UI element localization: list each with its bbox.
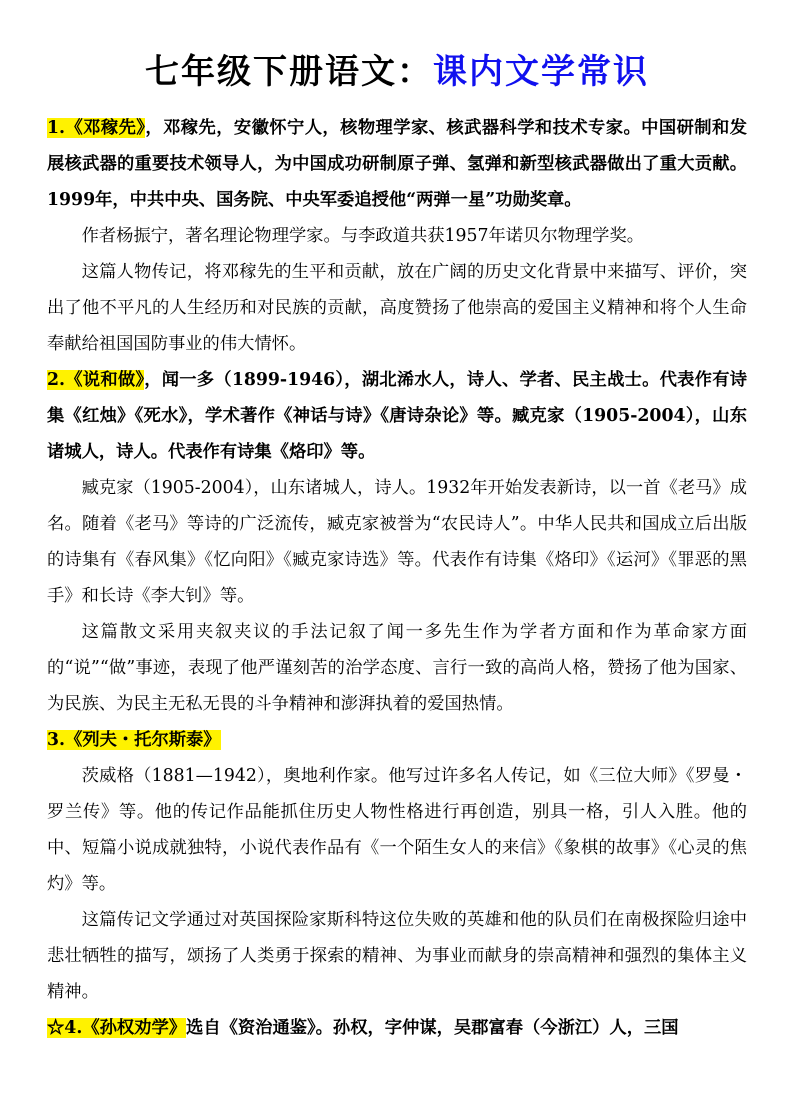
star-icon: ☆ [47,1018,65,1038]
title-main: 七年级下册语文： [145,52,433,92]
page-title [47,48,747,96]
section-2-lead [47,362,747,470]
document-body [47,110,747,1046]
section-3-heading: 3.《列夫・托尔斯泰》 [47,730,221,750]
section-2-lead-text: ，闻一多（1899-1946），湖北浠水人，诗人、学者、民主战士。代表作有诗集《红烛》《死水》，学术著作《神话与诗》《唐诗杂论》等。臧克家（1905-2004），山东诸城人，诗人。代表作有诗集《烙印》等。 [47,370,747,462]
section-4-heading: 4.《孙权劝学》 [64,1018,187,1038]
section-4-lead-text: 选自《资治通鉴》。孙权，字仲谋，吴郡富春（今浙江）人，三国 [186,1018,679,1038]
section-4-heading-block [47,1018,186,1038]
section-3-paragraph-2: 这篇传记文学通过对英国探险家斯科特这位失败的英雄和他的队员们在南极探险归途中悲壮牺牲的描写，颂扬了人类勇于探索的精神、为事业而献身的崇高精神和强烈的集体主义精神。 [47,910,747,1002]
section-2-paragraph-2: 这篇散文采用夹叙夹议的手法记叙了闻一多先生作为学者方面和作为革命家方面的“说”“做”事迹，表现了他严谨刻苦的治学态度、言行一致的高尚人格，赞扬了他为国家、为民族、为民主无私无畏的斗争精神和澎湃执着的爱国热情。 [47,622,747,714]
document-page [47,0,747,1046]
section-1-lead [47,110,747,218]
section-2-heading: 2.《说和做》 [47,370,145,390]
section-1-paragraph-1: 作者杨振宁，著名理论物理学家。与李政道共获1957年诺贝尔物理学奖。 [81,226,645,246]
section-2-paragraph-1: 臧克家（1905-2004），山东诸城人，诗人。1932年开始发表新诗，以一首《老马》成名。随着《老马》等诗的广泛流传，臧克家被誉为“农民诗人”。中华人民共和国成立后出版的诗集有《春风集》《忆向阳》《臧克家诗选》等。代表作有诗集《烙印》《运河》《罪恶的黑手》和长诗《李大钊》等。 [47,478,747,606]
section-1-heading: 1.《邓稼先》 [47,118,146,138]
title-accent: 课内文学常识 [433,52,649,92]
section-3-lead [47,722,747,758]
section-4-lead [47,1010,747,1046]
section-1-lead-text: ，邓稼先，安徽怀宁人，核物理学家、核武器科学和技术专家。中国研制和发展核武器的重要技术领导人，为中国成功研制原子弹、氢弹和新型核武器做出了重大贡献。1999年，中共中央、国务院、中央军委追授他“两弹一星”功勋奖章。 [47,118,747,210]
section-3-paragraph-1: 茨威格（1881—1942），奥地利作家。他写过许多名人传记，如《三位大师》《罗曼・罗兰传》等。他的传记作品能抓住历史人物性格进行再创造，别具一格，引人入胜。他的中、短篇小说成就独特，小说代表作品有《一个陌生女人的来信》《象棋的故事》《心灵的焦灼》等。 [47,766,747,894]
section-1-paragraph-2: 这篇人物传记，将邓稼先的生平和贡献，放在广阔的历史文化背景中来描写、评价，突出了他不平凡的人生经历和对民族的贡献，高度赞扬了他崇高的爱国主义精神和将个人生命奉献给祖国国防事业的伟大情怀。 [47,262,747,354]
